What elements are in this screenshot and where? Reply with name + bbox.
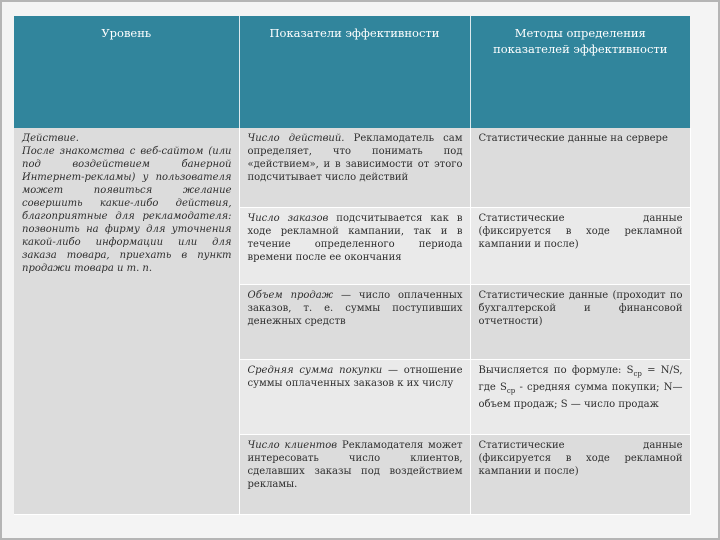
metric-cell <box>239 359 470 434</box>
table-row <box>14 128 690 207</box>
metric-term: Число клиентов <box>247 439 338 451</box>
method-cell: Статистические данные (проходит по бухгалтерской и финансовой отчетности) <box>470 284 690 359</box>
metric-term: Объем продаж <box>247 289 334 301</box>
header-level: Уровень <box>14 16 239 128</box>
metric-term: Средняя сумма покупки <box>247 364 383 376</box>
metric-text: Рекламодатель сам определяет, что понимать под «действием», и в зависимости от этого подсчитывает число действий <box>247 133 463 183</box>
table-header-row <box>14 16 690 128</box>
formula-subscript: ср <box>506 386 516 395</box>
metric-text: подсчитывается как в ходе рекламной кампании, так и в течение определенного периода времени после ее окончания <box>247 212 463 263</box>
metric-term: Число заказов <box>247 212 329 224</box>
metric-text: — число оплаченных заказов, т. е. суммы поступивших денежных средств <box>247 289 463 327</box>
method-cell: Статистические данные (фиксируется в ходе рекламной кампании и после) <box>470 207 690 284</box>
metric-term: Число действий. <box>247 133 345 144</box>
metric-text: Рекламодателя может интересовать число клиентов, сделавших заказы под воздействием рекламы. <box>247 439 463 490</box>
metric-cell <box>239 284 470 359</box>
efficiency-table <box>14 16 691 515</box>
metric-cell <box>239 434 470 514</box>
formula-subscript: ср <box>633 369 642 378</box>
formula-part: - средняя сумма покупки; N— объем продаж; S — число продаж <box>478 381 683 410</box>
metric-cell <box>239 207 470 284</box>
level-title: Действие. <box>22 133 79 144</box>
formula-part: Вычисляется по формуле: S <box>478 364 634 376</box>
header-metrics: Показатели эффективности <box>239 16 470 128</box>
method-cell: Статистические данные на сервере <box>470 128 690 207</box>
metric-cell <box>239 128 470 207</box>
formula-part: = N/S, где S <box>478 364 683 393</box>
method-cell: Статистические данные (фиксируется в ходе рекламной кампании и после) <box>470 434 690 514</box>
metric-text: — отношение суммы оплаченных заказов к их числу <box>247 364 463 389</box>
method-cell <box>470 359 690 434</box>
level-cell <box>14 128 239 514</box>
header-methods: Методы определения показателей эффективности <box>470 16 690 128</box>
level-text: После знакомства с веб-сайтом (или под воздействием банерной Интернет-рекламы) у пользователя может появиться желание совершить какие-либо действия, благоприятные для рекламодателя: позвонить на фирму для уточнения какой-либо информации или для заказа товара, приехать в пункт продажи товара и т. п. <box>22 146 232 274</box>
